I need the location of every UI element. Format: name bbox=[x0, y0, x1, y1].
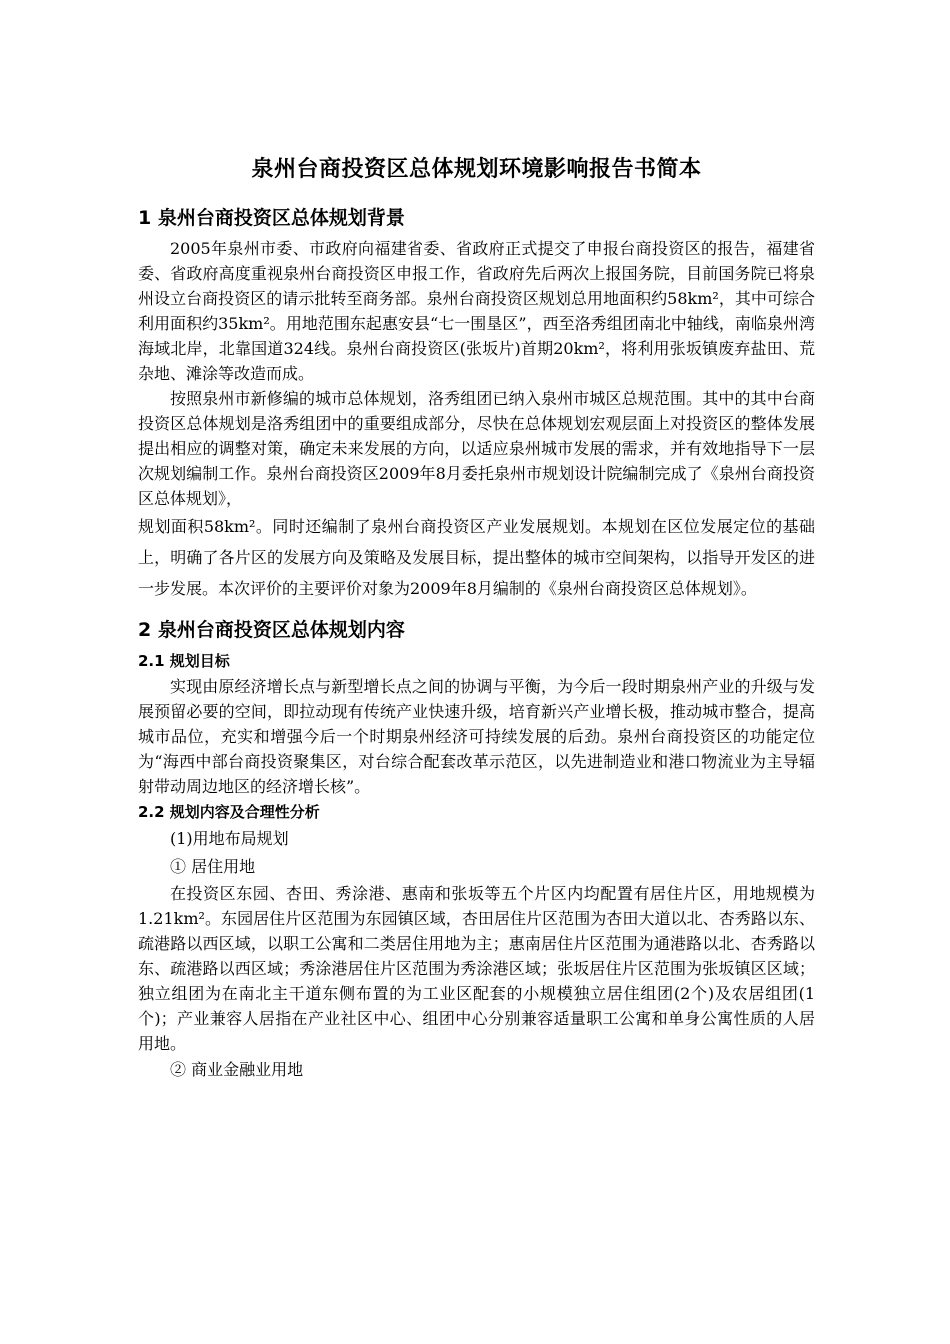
list-item-commercial: ② 商业金融业用地 bbox=[170, 1060, 304, 1079]
section-2-heading: 2 泉州台商投资区总体规划内容 bbox=[138, 619, 405, 641]
section-2-2-paragraph: 在投资区东园、杏田、秀涂港、惠南和张坂等五个片区内均配置有居住片区，用地规模为1.21km²。东园居住片区范围为东园镇区域，杏田居住片区范围为杏田大道以北、杏秀路以东、疏港路以西区域，以职工公寓和二类居住用地为主；惠南居住片区范围为通港路以北、杏秀路以东、疏港路以西区域；秀涂港居住片区范围为秀涂港区域；张坂居住片区范围为张坂镇区区域；独立组团为在南北主干道东侧布置的为工业区配套的小规模独立居住组团(2个)及农居组团(1个)；产业兼容人居指在产业社区中心、组团中心分别兼容适量职工公寓和单身公寓性质的人居用地。 bbox=[138, 884, 815, 1053]
section-1-paragraph-2-continued: 规划面积58km²。同时还编制了泉州台商投资区产业发展规划。本规划在区位发展定位的基础上，明确了各片区的发展方向及策略及发展目标，提出整体的城市空间架构，以指导开发区的进一步发展。本次评价的主要评价对象为2009年8月编制的《泉州台商投资区总体规划》。 bbox=[138, 517, 815, 598]
list-item-residential: ① 居住用地 bbox=[170, 857, 256, 876]
section-1-paragraph-2: 按照泉州市新修编的城市总体规划，洛秀组团已纳入泉州市城区总规范围。其中的其中台商投资区总体规划是洛秀组团中的重要组成部分，尽快在总体规划宏观层面上对投资区的整体发展提出相应的调整对策，确定未来发展的方向，以适应泉州城市发展的需求，并有效地指导下一层次规划编制工作。泉州台商投资区2009年8月委托泉州市规划设计院编制完成了《泉州台商投资区总体规划》， bbox=[138, 389, 815, 508]
document-title: 泉州台商投资区总体规划环境影响报告书简本 bbox=[251, 157, 702, 182]
section-2-2-heading: 2.2 规划内容及合理性分析 bbox=[138, 803, 320, 821]
section-1-paragraph-1: 2005年泉州市委、市政府向福建省委、省政府正式提交了申报台商投资区的报告，福建省委、省政府高度重视泉州台商投资区申报工作，省政府先后两次上报国务院，目前国务院已将泉州设立台商投资区的请示批转至商务部。泉州台商投资区规划总用地面积约58km²，其中可综合利用面积约35km²。用地范围东起惠安县“七一围垦区”，西至洛秀组团南北中轴线，南临泉州湾海域北岸，北靠国道324线。泉州台商投资区(张坂片)首期20km²，将利用张坂镇废弃盐田、荒杂地、滩涂等改造而成。 bbox=[138, 239, 815, 383]
section-1-heading: 1 泉州台商投资区总体规划背景 bbox=[138, 207, 405, 229]
list-item-land-layout: (1)用地布局规划 bbox=[170, 829, 289, 848]
section-2-1-paragraph: 实现由原经济增长点与新型增长点之间的协调与平衡，为今后一段时期泉州产业的升级与发展预留必要的空间，即拉动现有传统产业快速升级，培育新兴产业增长极，推动城市整合，提高城市品位，充实和增强今后一个时期泉州经济可持续发展的后劲。泉州台商投资区的功能定位为“海西中部台商投资聚集区，对台综合配套改革示范区，以先进制造业和港口物流业为主导辐射带动周边地区的经济增长核”。 bbox=[138, 677, 815, 796]
section-2-1-heading: 2.1 规划目标 bbox=[138, 652, 230, 670]
